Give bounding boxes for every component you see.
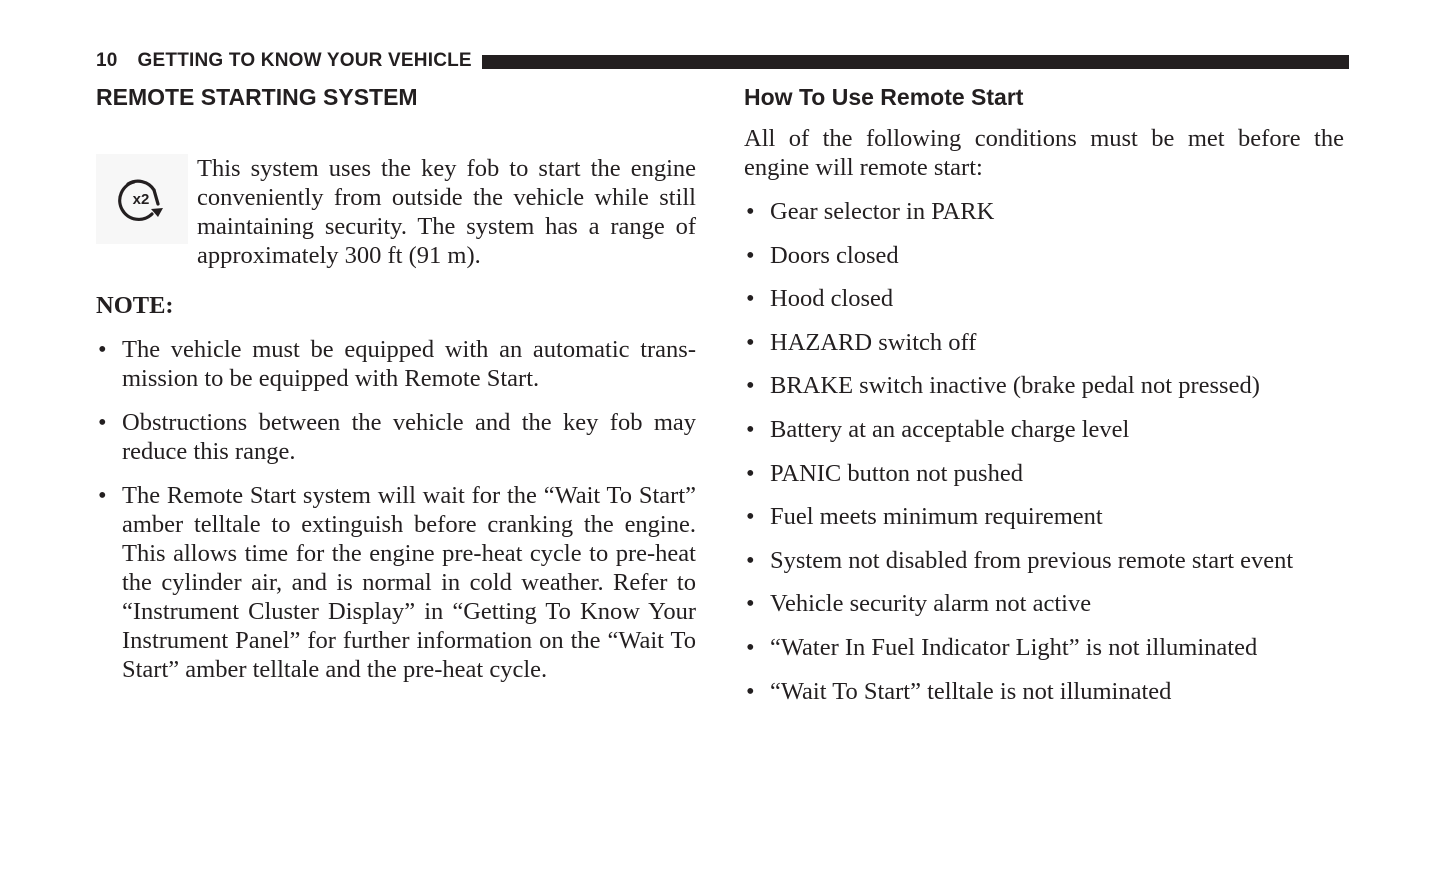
- condition-item: [744, 328, 1344, 357]
- condition-item: [744, 677, 1344, 706]
- how-to-heading: How To Use Remote Start: [744, 84, 1024, 110]
- icon-label: x2: [132, 191, 150, 208]
- condition-text: System not disabled from previous remote start event: [770, 546, 1294, 574]
- note-text: The vehicle must be equipped with an automatic trans-mission to be equipped with Remote Start.: [122, 336, 696, 392]
- bullet: •: [746, 198, 755, 225]
- key-fob-remote-start-icon: [96, 154, 188, 244]
- note-text: The Remote Start system will wait for the “Wait To Start” amber telltale to extinguish before cranking the engine. This allows time for the engine pre-heat cycle to pre-heat the cylinder air, and is normal in cold weather. Refer to “Instrument Cluster Display” in “Getting To Know Your Instrument Panel” for further information on the “Wait To Start” amber telltale and the pre-heat cycle.: [122, 482, 696, 683]
- bullet: •: [98, 336, 107, 363]
- bullet: •: [746, 328, 755, 356]
- condition-text: Vehicle security alarm not active: [770, 590, 1092, 618]
- condition-item: [744, 371, 1344, 400]
- bullet: •: [98, 409, 107, 436]
- condition-item: [744, 589, 1344, 618]
- bullet: •: [746, 546, 755, 574]
- intro-paragraph: This system uses the key fob to start the engine conveniently from outside the vehicle while still maintaining security. The system has a range of approximately 300 ft (91 m).: [197, 155, 696, 269]
- remote-starting-heading: REMOTE STARTING SYSTEM: [96, 84, 418, 110]
- condition-text: HAZARD switch off: [770, 328, 977, 356]
- condition-item: [744, 633, 1344, 662]
- condition-item: [744, 459, 1344, 488]
- intro-block: [96, 154, 696, 270]
- note-item: [96, 408, 696, 466]
- bullet: •: [746, 241, 755, 269]
- bullet: •: [98, 482, 107, 509]
- right-column: [744, 80, 1344, 706]
- condition-text: Fuel meets minimum requirement: [770, 503, 1103, 531]
- note-item: [96, 481, 696, 684]
- bullet: •: [746, 285, 755, 313]
- page-number: 10: [96, 50, 118, 71]
- condition-text: “Wait To Start” telltale is not illuminated: [770, 677, 1172, 705]
- note-list: [96, 335, 696, 684]
- note-label: NOTE:: [96, 292, 174, 319]
- condition-text: PANIC button not pushed: [770, 459, 1023, 487]
- condition-text: BRAKE switch inactive (brake pedal not pressed): [770, 372, 1260, 400]
- conditions-intro-line2: engine will remote start:: [744, 154, 983, 181]
- bullet: •: [746, 590, 755, 618]
- section-title: GETTING TO KNOW YOUR VEHICLE: [137, 50, 472, 71]
- condition-item: [744, 415, 1344, 444]
- condition-text: Doors closed: [770, 241, 899, 269]
- condition-item: [744, 502, 1344, 531]
- conditions-intro-line1: All of the following conditions must be met before the: [744, 125, 1344, 152]
- condition-text: “Water In Fuel Indicator Light” is not illuminated: [770, 633, 1258, 661]
- condition-text: Gear selector in PARK: [770, 198, 995, 225]
- conditions-intro: [744, 124, 1344, 182]
- left-column: [96, 80, 696, 684]
- header-rule: [482, 55, 1349, 69]
- condition-item: [744, 241, 1344, 270]
- conditions-list: [744, 197, 1344, 706]
- note-item: [96, 335, 696, 393]
- condition-item: [744, 284, 1344, 313]
- condition-text: Battery at an acceptable charge level: [770, 415, 1130, 443]
- bullet: •: [746, 459, 755, 487]
- bullet: •: [746, 372, 755, 400]
- page-header: [96, 49, 1349, 73]
- condition-item: [744, 546, 1344, 575]
- bullet: •: [746, 415, 755, 443]
- condition-item: [744, 197, 1344, 226]
- note-text: Obstructions between the vehicle and the key fob may reduce this range.: [122, 409, 696, 465]
- bullet: •: [746, 503, 755, 531]
- bullet: •: [746, 633, 755, 661]
- bullet: •: [746, 677, 755, 705]
- condition-text: Hood closed: [770, 285, 894, 313]
